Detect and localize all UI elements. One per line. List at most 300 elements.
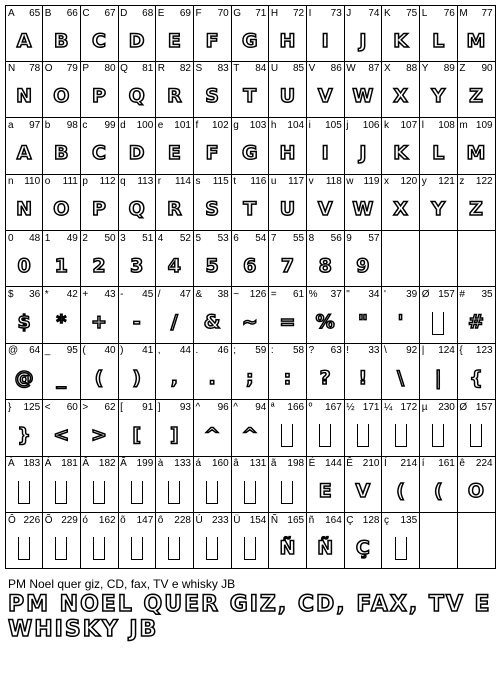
glyph-char: &	[195, 289, 203, 300]
glyph-char: y	[421, 176, 427, 188]
glyph-code: 157	[438, 289, 455, 300]
glyph-code: 147	[136, 514, 154, 526]
glyph-char: j	[346, 119, 349, 131]
glyph-char: Z	[459, 63, 466, 75]
glyph-code: 112	[99, 176, 116, 188]
glyph-cell-label	[309, 233, 342, 245]
glyph-cell-label	[158, 458, 191, 470]
glyph-char: ã	[270, 458, 277, 470]
glyph-char: C	[82, 8, 90, 19]
glyph-code: 71	[255, 8, 267, 19]
glyph-char: "	[346, 289, 350, 300]
glyph-preview: 3	[130, 254, 144, 277]
glyph-preview: )	[132, 367, 142, 390]
glyph-cell	[457, 5, 495, 62]
glyph-cell-label	[120, 458, 153, 470]
glyph-cell	[344, 513, 382, 570]
glyph-char: Ñ	[270, 514, 279, 526]
glyph-code: 34	[368, 289, 380, 300]
glyph-cell	[231, 400, 269, 457]
glyph-char: l	[421, 119, 424, 131]
glyph-cell-label	[158, 289, 191, 301]
glyph-cell-label	[196, 63, 229, 75]
glyph-char: c	[82, 119, 88, 131]
glyph-cell	[382, 456, 420, 513]
glyph-code: 60	[66, 401, 78, 413]
glyph-char: m	[459, 119, 468, 131]
glyph-cell-label	[158, 8, 191, 20]
glyph-code: 61	[292, 289, 305, 300]
glyph-cell-label	[8, 8, 40, 20]
glyph-preview: Z	[469, 198, 483, 221]
glyph-cell-label	[196, 233, 229, 245]
glyph-preview: %	[315, 311, 335, 333]
glyph-cell	[344, 118, 382, 175]
glyph-cell	[420, 456, 458, 513]
glyph-cell	[5, 400, 43, 457]
glyph-cell	[231, 513, 269, 570]
glyph-preview: E	[318, 480, 332, 503]
glyph-preview: M	[466, 30, 486, 52]
glyph-cell-label	[45, 8, 78, 20]
glyph-char: Ü	[233, 514, 241, 526]
glyph-cell	[118, 5, 156, 62]
glyph-preview: 6	[243, 254, 257, 277]
glyph-cell	[269, 174, 307, 231]
glyph-cell	[5, 456, 43, 513]
glyph-cell-label	[384, 176, 417, 188]
glyph-code: 95	[66, 345, 78, 357]
glyph-char: I	[308, 8, 312, 19]
glyph-cell	[194, 287, 232, 344]
glyph-preview: I	[321, 30, 329, 52]
glyph-cell-label	[384, 289, 417, 301]
glyph-cell	[269, 456, 307, 513]
glyph-preview: P	[92, 85, 106, 108]
glyph-preview: @	[14, 367, 34, 390]
glyph-char: $	[8, 289, 14, 300]
glyph-preview: F	[205, 30, 219, 52]
glyph-cell	[307, 456, 345, 513]
glyph-cell	[307, 5, 345, 62]
glyph-cell	[269, 513, 307, 570]
glyph-code: 37	[330, 289, 342, 300]
glyph-char: ª	[270, 401, 275, 413]
glyph-code: 104	[287, 119, 305, 131]
glyph-code: 199	[136, 458, 154, 470]
glyph-cell	[231, 456, 269, 513]
glyph-char: ó	[82, 514, 88, 526]
glyph-preview: <	[53, 423, 70, 446]
glyph-preview: {	[469, 367, 483, 390]
glyph-preview: V	[355, 480, 371, 503]
glyph-code: 160	[212, 458, 229, 470]
glyph-cell-label	[459, 289, 492, 301]
glyph-code: 46	[217, 345, 229, 357]
glyph-cell-label	[459, 458, 492, 470]
glyph-cell	[156, 456, 194, 513]
glyph-preview: D	[128, 141, 145, 164]
glyph-cell	[231, 287, 269, 344]
glyph-code: 154	[249, 514, 267, 526]
glyph-cell-label	[422, 176, 455, 188]
glyph-char: )	[120, 345, 124, 357]
glyph-char: 5	[195, 232, 202, 244]
glyph-cell-label	[233, 458, 266, 470]
glyph-preview: L	[432, 141, 445, 164]
glyph-cell	[5, 5, 43, 62]
glyph-cell-label	[120, 176, 153, 188]
glyph-preview: L	[432, 30, 445, 52]
glyph-char: 3	[120, 232, 126, 244]
glyph-char: í	[421, 458, 425, 470]
glyph-char: -	[120, 289, 124, 300]
glyph-cell-label	[271, 458, 304, 470]
glyph-code: 64	[29, 345, 41, 357]
glyph-preview: E	[167, 141, 181, 164]
glyph-cell	[382, 287, 420, 344]
glyph-code: 73	[330, 8, 342, 19]
glyph-code: 105	[325, 119, 342, 131]
glyph-code: 43	[104, 289, 116, 300]
glyph-char: .	[195, 345, 199, 357]
glyph-cell-label	[120, 345, 153, 357]
glyph-code: 81	[142, 63, 154, 75]
glyph-cell	[231, 231, 269, 288]
glyph-code: 78	[29, 63, 41, 75]
glyph-preview: 9	[356, 254, 370, 277]
glyph-cell-label	[120, 515, 153, 527]
glyph-cell-label	[309, 176, 342, 188]
glyph-char: J	[346, 8, 352, 19]
glyph-cell	[344, 231, 382, 288]
glyph-code: 70	[217, 8, 229, 19]
glyph-cell	[269, 5, 307, 62]
glyph-cell	[156, 118, 194, 175]
glyph-cell	[43, 174, 81, 231]
glyph-cell	[80, 174, 118, 231]
glyph-preview: 7	[280, 254, 295, 277]
glyph-cell-label	[233, 289, 266, 301]
glyph-char: <	[44, 401, 51, 413]
glyph-code: 106	[362, 119, 380, 131]
glyph-preview	[156, 531, 193, 565]
glyph-cell	[457, 174, 495, 231]
glyph-cell-label	[233, 515, 266, 527]
glyph-cell	[194, 343, 232, 400]
glyph-code: 107	[400, 119, 418, 131]
glyph-preview	[156, 474, 193, 508]
glyph-preview: A	[16, 141, 32, 164]
glyph-cell-label	[196, 289, 229, 301]
glyph-cell	[420, 343, 458, 400]
glyph-cell	[420, 118, 458, 175]
glyph-cell	[344, 174, 382, 231]
glyph-code: 88	[406, 63, 418, 75]
glyph-preview: S	[205, 198, 219, 221]
glyph-cell-label	[422, 120, 455, 132]
glyph-preview: +	[91, 311, 107, 333]
glyph-code: 164	[325, 514, 342, 526]
glyph-cell	[344, 400, 382, 457]
glyph-cell	[344, 343, 382, 400]
glyph-char: 6	[233, 232, 239, 244]
glyph-cell-label	[45, 289, 78, 301]
glyph-code: 52	[179, 232, 191, 244]
glyph-code: 97	[29, 119, 41, 131]
glyph-cell-label	[158, 120, 191, 132]
glyph-cell-label	[422, 345, 455, 357]
glyph-cell-label	[158, 402, 191, 414]
glyph-char: *	[44, 289, 49, 300]
glyph-cell	[194, 513, 232, 570]
glyph-cell	[118, 343, 156, 400]
glyph-cell-label	[8, 63, 40, 75]
glyph-code: 98	[66, 119, 78, 131]
glyph-cell-label	[346, 176, 379, 188]
glyph-preview	[194, 474, 231, 508]
glyph-char: +	[82, 289, 89, 300]
glyph-preview: Z	[469, 85, 483, 108]
glyph-preview	[118, 531, 155, 565]
glyph-preview	[382, 418, 419, 452]
glyph-code: 181	[61, 458, 78, 470]
glyph-cell-label	[422, 402, 455, 414]
glyph-cell-label	[45, 120, 78, 132]
glyph-char: Ø	[459, 401, 468, 413]
glyph-cell	[231, 343, 269, 400]
glyph-cell	[307, 513, 345, 570]
glyph-preview: B	[54, 141, 69, 164]
glyph-preview: =	[279, 311, 296, 333]
glyph-preview: T	[243, 85, 257, 108]
glyph-cell	[5, 118, 43, 175]
glyph-code: 51	[142, 232, 154, 244]
glyph-char: z	[459, 176, 465, 188]
glyph-code: 74	[368, 8, 380, 19]
glyph-char: f	[195, 119, 199, 131]
glyph-code: 183	[23, 458, 41, 470]
glyph-char: ,	[157, 345, 161, 357]
glyph-cell-label	[309, 345, 342, 357]
glyph-preview: (	[94, 367, 104, 390]
glyph-cell-label	[459, 402, 492, 414]
glyph-code: 125	[23, 401, 41, 413]
glyph-cell	[80, 343, 118, 400]
glyph-cell-label	[8, 515, 40, 527]
glyph-char: 8	[308, 232, 315, 244]
glyph-char: }	[8, 401, 12, 413]
glyph-char: (	[82, 345, 86, 357]
glyph-preview: _	[56, 367, 67, 390]
glyph-cell	[194, 456, 232, 513]
glyph-cell-label	[45, 515, 78, 527]
glyph-code: 120	[400, 176, 418, 188]
glyph-char: #	[459, 289, 465, 300]
glyph-cell-label	[384, 63, 417, 75]
glyph-preview: K	[393, 30, 408, 52]
glyph-cell-label	[309, 63, 342, 75]
glyph-preview: '	[397, 311, 404, 333]
glyph-cell	[382, 400, 420, 457]
glyph-code: 210	[362, 458, 380, 470]
glyph-code: 110	[24, 176, 41, 188]
glyph-cell-label	[346, 63, 379, 75]
glyph-char: %	[308, 289, 318, 300]
glyph-cell-label	[233, 63, 266, 75]
glyph-code: 117	[288, 176, 305, 188]
glyph-code: 63	[330, 345, 342, 357]
glyph-cell	[420, 513, 458, 570]
glyph-preview: D	[128, 30, 145, 52]
glyph-cell	[80, 5, 118, 62]
glyph-cell	[344, 456, 382, 513]
glyph-preview: 4	[167, 254, 181, 277]
glyph-cell-label	[271, 63, 304, 75]
glyph-code: 126	[249, 289, 267, 300]
glyph-preview: Y	[431, 85, 446, 108]
glyph-char: ½	[346, 401, 355, 413]
glyph-char: X	[384, 63, 391, 75]
glyph-preview: W	[352, 85, 374, 108]
glyph-cell	[307, 231, 345, 288]
glyph-preview: Q	[128, 198, 145, 221]
glyph-preview: X	[393, 198, 408, 221]
glyph-preview: $	[17, 311, 31, 333]
glyph-char: n	[8, 176, 14, 188]
glyph-preview	[269, 418, 306, 452]
glyph-code: 119	[363, 176, 380, 188]
glyph-cell-label	[45, 402, 78, 414]
glyph-code: 144	[325, 458, 342, 470]
glyph-cell-label	[346, 345, 379, 357]
glyph-cell-label	[8, 120, 40, 132]
glyph-char: K	[384, 8, 391, 19]
glyph-char: O	[44, 63, 53, 75]
glyph-cell	[43, 287, 81, 344]
glyph-code: 50	[104, 232, 116, 244]
glyph-preview: Y	[431, 198, 446, 221]
glyph-cell	[118, 513, 156, 570]
glyph-cell	[5, 343, 43, 400]
glyph-cell	[457, 513, 495, 570]
glyph-cell	[269, 343, 307, 400]
glyph-cell	[269, 61, 307, 118]
glyph-cell	[43, 61, 81, 118]
glyph-preview: G	[241, 30, 258, 52]
glyph-cell	[43, 400, 81, 457]
glyph-char: _	[44, 345, 51, 357]
glyph-cell-label	[346, 458, 379, 470]
glyph-preview: A	[16, 30, 32, 52]
glyph-code: 111	[62, 176, 78, 188]
glyph-char: \	[384, 345, 387, 357]
glyph-preview: 8	[318, 254, 332, 277]
glyph-code: 69	[179, 8, 191, 19]
glyph-char: Q	[120, 63, 128, 75]
glyph-preview: K	[393, 141, 408, 164]
glyph-code: 122	[475, 176, 493, 188]
glyph-preview: ]	[170, 423, 179, 446]
glyph-cell-label	[271, 289, 304, 301]
glyph-char: À	[8, 458, 15, 470]
glyph-preview	[118, 474, 155, 508]
glyph-code: 228	[174, 514, 191, 526]
glyph-cell	[194, 174, 232, 231]
glyph-code: 83	[217, 63, 229, 75]
glyph-preview: P	[92, 198, 106, 221]
glyph-cell-label	[459, 176, 492, 188]
glyph-preview: H	[279, 141, 296, 164]
glyph-cell-label	[233, 120, 266, 132]
glyph-cell-label	[459, 8, 492, 20]
glyph-cell	[420, 174, 458, 231]
glyph-code: 167	[325, 401, 342, 413]
glyph-cell-label	[233, 233, 266, 245]
glyph-char: a	[8, 119, 14, 131]
glyph-char: k	[384, 119, 389, 131]
glyph-cell	[457, 287, 495, 344]
glyph-preview: "	[357, 311, 368, 333]
glyph-char: W	[346, 63, 356, 75]
glyph-char: ;	[233, 345, 236, 357]
glyph-char: ~	[233, 289, 240, 300]
glyph-cell-label	[8, 458, 40, 470]
glyph-preview: E	[167, 30, 181, 52]
glyph-code: 82	[179, 63, 191, 75]
glyph-code: 230	[438, 401, 455, 413]
glyph-code: 58	[292, 345, 305, 357]
glyph-preview: !	[358, 367, 368, 390]
glyph-code: 77	[481, 8, 493, 19]
glyph-code: 49	[66, 232, 78, 244]
glyph-cell	[194, 61, 232, 118]
glyph-preview: (	[396, 480, 405, 503]
glyph-cell-label	[309, 8, 342, 20]
glyph-cell	[457, 231, 495, 288]
glyph-char: ñ	[308, 514, 315, 526]
glyph-preview	[420, 418, 457, 452]
glyph-preview: 1	[54, 254, 68, 277]
glyph-preview: ^	[204, 423, 221, 446]
glyph-code: 57	[368, 232, 380, 244]
glyph-code: 94	[255, 401, 267, 413]
glyph-cell-label	[422, 8, 455, 20]
glyph-code: 42	[66, 289, 78, 300]
glyph-cell-label	[346, 289, 379, 301]
glyph-cell-label	[271, 233, 304, 245]
glyph-code: 79	[66, 63, 78, 75]
glyph-code: 55	[292, 232, 305, 244]
glyph-preview: ;	[245, 367, 254, 390]
glyph-char: à	[157, 458, 164, 470]
glyph-cell	[43, 343, 81, 400]
glyph-cell-label	[196, 8, 229, 20]
glyph-preview	[269, 474, 306, 508]
glyph-code: 224	[475, 458, 493, 470]
glyph-cell	[43, 5, 81, 62]
glyph-char: Á	[44, 458, 52, 470]
glyph-preview: J	[359, 141, 367, 164]
glyph-char: 0	[8, 232, 14, 244]
glyph-char: â	[233, 458, 239, 470]
glyph-preview: M	[466, 141, 486, 164]
glyph-char: d	[120, 119, 126, 131]
glyph-code: 41	[142, 345, 154, 357]
glyph-code: 172	[400, 401, 418, 413]
glyph-preview: .	[208, 367, 216, 390]
glyph-cell-label	[158, 345, 191, 357]
